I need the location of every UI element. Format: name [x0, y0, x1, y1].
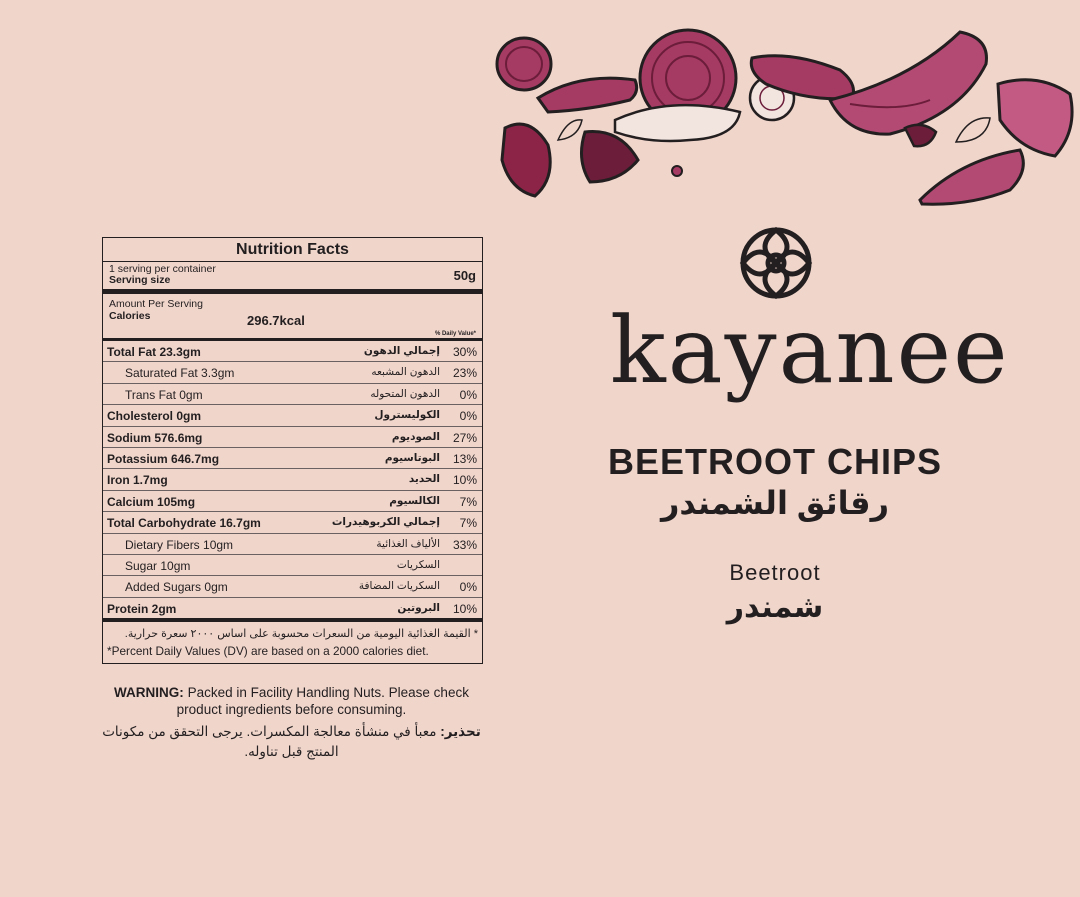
- nutrient-percent: 23%: [452, 366, 477, 381]
- daily-value-header: % Daily Value*: [434, 331, 476, 337]
- footnote-ar: * القيمة الغذائية اليومية من السعرات محسوبة على اساس ٢٠٠٠ سعرة حرارية.: [124, 628, 478, 641]
- nutrient-row: [103, 534, 482, 555]
- nutrient-name-en: Calcium 105mg: [107, 494, 196, 509]
- nutrient-percent: 10%: [452, 601, 477, 616]
- warning-ar: [102, 722, 481, 762]
- product-name-ar: رقائق الشمندر: [660, 485, 890, 521]
- serving-size-value: 50g: [453, 268, 476, 283]
- nutrient-percent: 13%: [452, 451, 477, 466]
- nutrition-facts-panel: [102, 237, 483, 664]
- nutrient-percent: 27%: [452, 430, 477, 445]
- nutrient-name-en: Iron 1.7mg: [107, 473, 168, 488]
- nutrition-footnote: [103, 622, 482, 663]
- nutrient-percent: 7%: [459, 494, 477, 509]
- product-name-en: BEETROOT CHIPS: [607, 441, 943, 482]
- nutrient-row: [103, 555, 482, 576]
- nutrient-name-ar: السكريات: [396, 558, 440, 571]
- warning-label-en: WARNING:: [114, 685, 184, 700]
- nutrient-percent: 7%: [459, 516, 477, 531]
- nutrient-name-en: Total Fat 23.3gm: [107, 345, 201, 359]
- nutrient-row: [103, 427, 482, 448]
- nutrient-row: [103, 448, 482, 469]
- nutrient-name-en: Cholesterol 0gm: [107, 409, 202, 424]
- nutrient-name-ar: الألياف الغذائية: [376, 537, 440, 550]
- nutrient-name-ar: البروتين: [397, 601, 440, 614]
- nutrient-name-en: Total Carbohydrate 16.7gm: [107, 516, 261, 531]
- flavor-en: Beetroot: [729, 560, 821, 585]
- nutrient-name-ar: السكريات المضافة: [358, 580, 440, 593]
- flavor-ar: شمندر: [726, 591, 824, 624]
- nutrient-row: [103, 598, 482, 618]
- nutrient-name-en: Trans Fat 0gm: [125, 387, 203, 402]
- nutrient-percent: 30%: [452, 345, 477, 359]
- servings-per-container: 1 serving per container: [109, 263, 216, 275]
- brand-name: kayanee: [610, 297, 1010, 404]
- nutrient-name-ar: إجمالي الكربوهيدرات: [331, 516, 440, 529]
- footnote-en: *Percent Daily Values (DV) are based on a 2000 calories diet.: [107, 644, 429, 659]
- warning-en: [102, 684, 481, 718]
- nutrient-row: [103, 491, 482, 512]
- nutrient-row: [103, 341, 482, 362]
- nutrient-name-en: Dietary Fibers 10gm: [125, 537, 234, 552]
- nutrient-name-en: Potassium 646.7mg: [107, 451, 220, 466]
- calories-value: 296.7kcal: [247, 313, 305, 328]
- nutrient-name-ar: الكوليسترول: [374, 409, 440, 422]
- warning-label-ar: تحذير:: [440, 724, 481, 739]
- nutrient-name-en: Protein 2gm: [107, 601, 177, 616]
- serving-info: [103, 262, 482, 294]
- nutrient-name-en: Added Sugars 0gm: [125, 580, 228, 595]
- nutrient-name-ar: الدهون المتحوله: [370, 387, 440, 400]
- warning-text-en: Packed in Facility Handling Nuts. Please check product ingredients before consuming.: [176, 685, 469, 717]
- nutrient-percent: 0%: [459, 580, 477, 595]
- nutrient-row: [103, 384, 482, 405]
- nutrition-title: Nutrition Facts: [103, 238, 482, 262]
- flower-logo-icon: [738, 225, 814, 301]
- calories-label: Calories: [109, 310, 151, 322]
- nutrient-row: [103, 576, 482, 597]
- nutrient-row: [103, 512, 482, 533]
- warning-text-ar: معبأ في منشأة معالجة المكسرات. يرجى التحقق من مكونات المنتج قبل تناوله.: [102, 724, 437, 759]
- nutrient-name-ar: الدهون المشبعه: [371, 366, 440, 379]
- nutrient-name-ar: إجمالي الدهون: [363, 345, 440, 357]
- calories-section: [103, 294, 482, 341]
- nutrient-name-ar: البوتاسيوم: [384, 451, 440, 464]
- nutrient-percent: 0%: [459, 387, 477, 402]
- nutrient-rows: [103, 341, 482, 622]
- nutrient-row: [103, 469, 482, 490]
- nutrient-name-en: Saturated Fat 3.3gm: [125, 366, 235, 381]
- nutrient-percent: 10%: [452, 473, 477, 488]
- nutrient-percent: 0%: [459, 409, 477, 424]
- serving-size-label: Serving size: [109, 274, 171, 286]
- amount-per-serving: Amount Per Serving: [109, 298, 203, 310]
- nutrient-row: [103, 362, 482, 383]
- nutrient-name-en: Sodium 576.6mg: [107, 430, 203, 445]
- nutrient-row: [103, 405, 482, 426]
- nutrient-name-ar: الحديد: [408, 473, 440, 486]
- nutrient-name-ar: الكالسيوم: [389, 494, 440, 507]
- nutrient-name-ar: الصوديوم: [391, 430, 440, 443]
- beetroot-illustration: [490, 20, 1080, 220]
- nutrient-name-en: Sugar 10gm: [125, 558, 191, 573]
- nutrient-percent: 33%: [452, 537, 477, 552]
